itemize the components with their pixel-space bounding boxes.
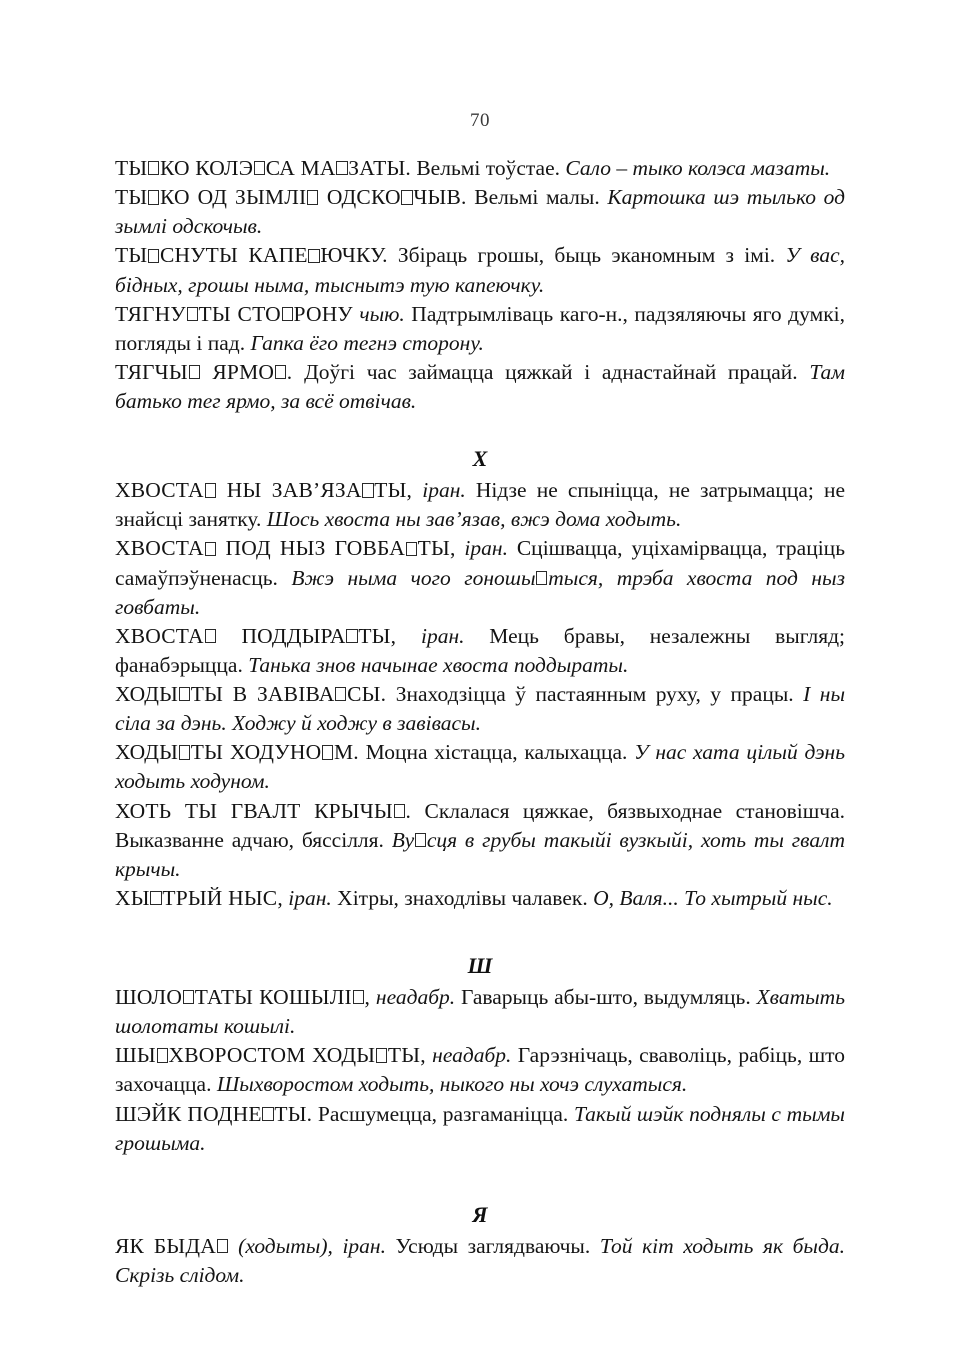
dictionary-entry xyxy=(115,680,845,738)
entry-definition: Склалася цяжкае, бязвыходнае становішча. Выказванне адчаю, бяссілля. xyxy=(115,798,845,852)
entry-definition: Сцішвацца, уціхамірвацца, траціць самаўпэўненасць. xyxy=(115,536,845,590)
dictionary-entry xyxy=(115,983,845,1041)
entry-headword: ТЫ КО КОЛЭ СА МА ЗАТЫ. xyxy=(115,156,411,180)
dictionary-entry xyxy=(115,300,845,358)
entry-headword: ТЯГНУ ТЫ СТО РОНУ xyxy=(115,301,353,326)
missing-glyph-icon xyxy=(353,990,364,1004)
page-number: 70 xyxy=(470,110,490,131)
missing-glyph-icon xyxy=(308,249,319,263)
entry-illustration: І ны сіла за дэнь. Ходжу й ходжу в завівасы. xyxy=(115,682,846,736)
entry-illustration: У вас, бідных, грошы ныма, тыснытэ тую капеючку. xyxy=(115,243,845,297)
entry-illustration: Шыхворостом ходыть, ныкого ны хочэ слухатыся. xyxy=(216,1072,688,1097)
missing-glyph-icon xyxy=(401,190,412,204)
entry-label: іран. xyxy=(396,623,465,648)
entry-headword: ТЫ КО ОД ЗЫМЛІ ОДСКО ЧЫВ. xyxy=(115,185,467,210)
entry-illustration: Шось хвоста ны зав’язав, вжэ дома ходыть. xyxy=(266,507,682,532)
entry-label: чыю. xyxy=(352,301,405,326)
missing-glyph-icon xyxy=(205,542,216,556)
dictionary-entry xyxy=(115,241,845,299)
entry-definition: Вельмі тоўстае. xyxy=(410,156,566,180)
missing-glyph-icon xyxy=(148,190,159,204)
missing-glyph-icon xyxy=(536,571,547,585)
dictionary-entry xyxy=(115,622,845,680)
entry-headword: ШЫ ХВОРОСТОМ ХОДЫ ТЫ, xyxy=(115,1043,426,1068)
entry-definition: Збіраць грошы, быць эканомным з імі. xyxy=(387,243,786,268)
entry-illustration: Сало – тыко колэса мазаты. xyxy=(565,156,831,180)
entry-definition: Падтрымліваць каго-н., падзяляючы яго думкі, погляды і пад. xyxy=(115,301,845,355)
section-heading-letter: Ш xyxy=(467,953,493,978)
dictionary-entry xyxy=(115,534,845,621)
entry-illustration: У нас хата цілый дэнь ходыть ходуном. xyxy=(115,740,846,794)
dictionary-entry xyxy=(115,1100,845,1158)
dictionary-entry xyxy=(115,358,845,416)
entry-headword: ХВОСТА НЫ ЗАВ’ЯЗА ТЫ, xyxy=(115,478,413,503)
missing-glyph-icon xyxy=(394,804,405,818)
entry-label: іран. xyxy=(282,885,332,910)
missing-glyph-icon xyxy=(179,745,190,759)
missing-glyph-icon xyxy=(254,161,265,175)
section-heading-letter: Х xyxy=(472,446,488,472)
missing-glyph-icon xyxy=(148,249,159,263)
missing-glyph-icon xyxy=(346,629,357,643)
entry-label: іран. xyxy=(412,478,466,503)
entry-illustration: Там батько тег ярмо, за всё отвічав. xyxy=(115,359,845,413)
missing-glyph-icon xyxy=(187,307,198,321)
entry-definition: Вельмі малы. xyxy=(466,185,608,210)
dictionary-entry xyxy=(115,797,845,884)
dictionary-body xyxy=(115,154,845,1290)
entry-illustration: Танька знов начынае хвоста поддыраты. xyxy=(248,652,629,677)
entry-headword: ТЫ СНУТЫ КАПЕ ЮЧКУ. xyxy=(115,243,388,268)
entry-headword: ТЯГЧЫ ЯРМО . xyxy=(115,359,293,384)
entry-definition: Нідзе не спыніцца, не затрымацца; не знайсці занятку. xyxy=(115,478,846,532)
missing-glyph-icon xyxy=(376,1048,387,1062)
dictionary-entry xyxy=(115,476,845,534)
missing-glyph-icon xyxy=(189,365,200,379)
missing-glyph-icon xyxy=(336,161,347,175)
missing-glyph-icon xyxy=(282,307,293,321)
entry-illustration: Картошка шэ тылько од зымлі одскочыв. xyxy=(115,185,845,239)
entry-definition: Мець бравы, незалежны выгляд; фанабэрыцца. xyxy=(115,623,846,677)
missing-glyph-icon xyxy=(205,629,216,643)
entry-definition: Хітры, знаходлівы чалавек. xyxy=(331,885,594,910)
entry-definition: Знаходзіцца ў пастаянным руху, у працы. xyxy=(386,682,804,706)
entry-label: іран. xyxy=(455,536,508,561)
missing-glyph-icon xyxy=(406,542,417,556)
dictionary-entry xyxy=(115,738,845,796)
missing-glyph-icon xyxy=(179,687,190,701)
entry-headword: ХОТЬ ТЫ ГВАЛТ КРЫЧЫ . xyxy=(115,798,412,823)
entry-definition: Гарэзнічаць, сваволіць, рабіць, што захочацца. xyxy=(115,1043,846,1097)
dictionary-entry xyxy=(115,154,845,183)
entry-headword: ШОЛО ТАТЫ КОШЫЛІ , xyxy=(115,985,371,1009)
entry-headword: ХОДЫ ТЫ В ЗАВІВА СЫ. xyxy=(115,682,387,706)
missing-glyph-icon xyxy=(157,1048,168,1062)
entry-definition: Расшумецца, разгаманіцца. xyxy=(312,1101,574,1126)
missing-glyph-icon xyxy=(148,161,159,175)
entry-label: неадабр. xyxy=(425,1043,512,1068)
entry-definition: Усюды заглядваючы. xyxy=(385,1233,600,1258)
missing-glyph-icon xyxy=(217,1239,228,1253)
entry-definition: Доўгі час займацца цяжкай і аднастайнай працай. xyxy=(292,359,810,384)
missing-glyph-icon xyxy=(362,483,373,497)
entry-illustration: Такый шэйк поднялы с тымы грошыма. xyxy=(115,1101,845,1155)
entry-headword: ХВОСТА ПОДДЫРА ТЫ, xyxy=(115,623,397,648)
missing-glyph-icon xyxy=(275,365,286,379)
entry-illustration: Той кіт ходыть як быда. Скрізь слідом. xyxy=(115,1233,845,1287)
dictionary-entry xyxy=(115,183,845,241)
entry-illustration: Хватыть шолотаты кошылі. xyxy=(115,985,845,1039)
missing-glyph-icon xyxy=(322,745,333,759)
entry-illustration: Вжэ ныма чого гоношы тыся, трэба хвоста под ныз говбаты. xyxy=(115,565,845,619)
entry-definition: Гаварыць абы-што, выдумляць. xyxy=(455,985,757,1009)
entry-label: неадабр. xyxy=(370,985,456,1009)
dictionary-entry xyxy=(115,1232,845,1290)
missing-glyph-icon xyxy=(183,990,194,1004)
missing-glyph-icon xyxy=(262,1107,273,1121)
entry-headword: ЯК БЫДА xyxy=(115,1234,229,1258)
entry-headword: ХВОСТА ПОД НЫЗ ГОВБА ТЫ, xyxy=(115,536,456,561)
entry-headword: ШЭЙК ПОДНЕ ТЫ. xyxy=(115,1101,313,1126)
entry-illustration: Гапка ёго тегнэ сторону. xyxy=(250,330,484,355)
entry-definition: Моцна хістацца, калыхацца. xyxy=(358,740,635,765)
entry-headword: ХОДЫ ТЫ ХОДУНО М. xyxy=(115,740,359,765)
entry-illustration: О, Валя... То хытрый ныс. xyxy=(593,885,833,910)
dictionary-entry xyxy=(115,884,845,913)
missing-glyph-icon xyxy=(307,190,318,204)
dictionary-entry xyxy=(115,1041,845,1099)
entry-headword: ХЫ ТРЫЙ НЫС, xyxy=(115,885,283,910)
missing-glyph-icon xyxy=(150,891,161,905)
entry-illustration: Ву сця в грубы такыйі вузкыйі, хоть ты гвалт крычы. xyxy=(115,827,845,881)
missing-glyph-icon xyxy=(205,483,216,497)
entry-label: (ходыты), іран. xyxy=(228,1233,386,1258)
missing-glyph-icon xyxy=(415,833,426,847)
missing-glyph-icon xyxy=(335,687,346,701)
section-heading-letter: Я xyxy=(472,1201,488,1227)
